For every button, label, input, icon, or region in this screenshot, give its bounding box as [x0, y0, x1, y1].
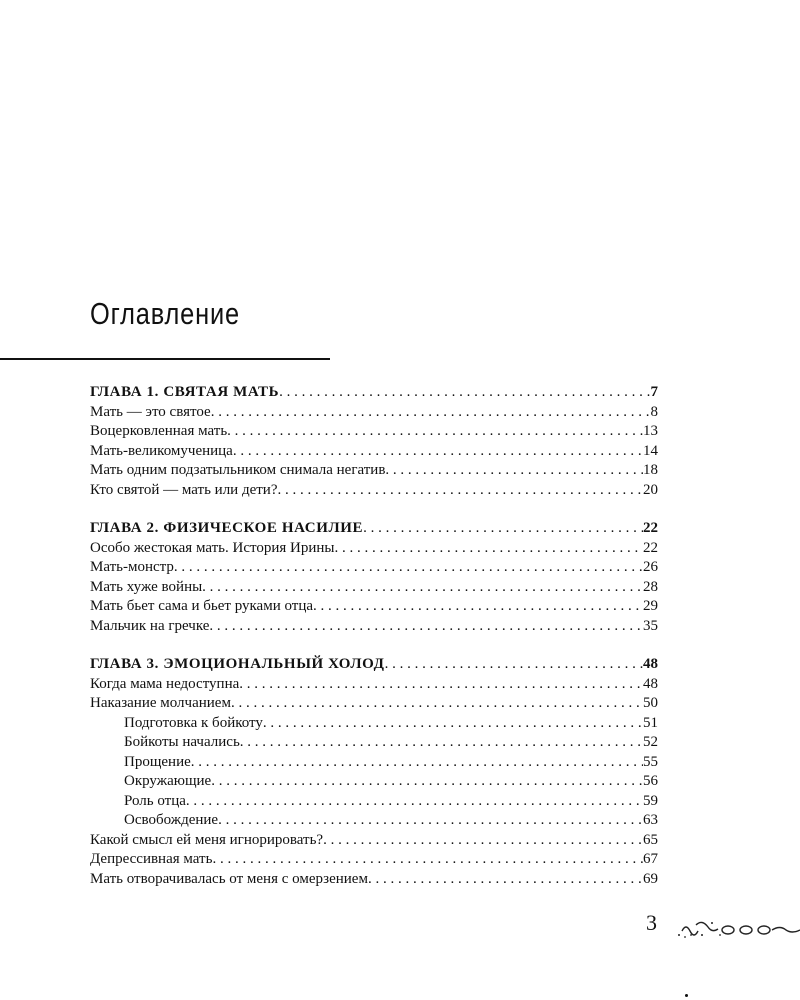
toc-entry-label: Подготовка к бойкоту — [124, 714, 263, 731]
toc-entry-label: Депрессивная мать — [90, 851, 213, 867]
toc-entry — [90, 597, 658, 617]
toc-entry-label: Мать-монстр — [90, 559, 174, 575]
toc-entry-page: 67 — [643, 851, 658, 867]
dot-leader — [385, 655, 643, 675]
toc-entry-label: Окружающие — [124, 773, 212, 789]
dot-leader — [202, 578, 643, 598]
dot-leader — [263, 714, 643, 734]
toc-entry-label: Мальчик на гречке — [90, 617, 210, 634]
toc-entry-label: Мать отворачивалась от меня с омерзением — [90, 870, 368, 887]
dot-leader — [218, 811, 643, 831]
dot-leader — [385, 461, 643, 481]
toc-entry — [90, 461, 658, 481]
toc-entry-label: ГЛАВА 1. СВЯТАЯ МАТЬ — [90, 384, 280, 400]
dot-leader — [368, 870, 643, 890]
toc-entry-page: 26 — [643, 559, 658, 575]
toc-entry — [90, 442, 658, 462]
toc-entry-label: Мать одним подзатыльником снимала негатив — [90, 462, 386, 478]
section-gap — [90, 500, 658, 519]
toc-entry — [90, 617, 658, 637]
dot-leader — [186, 792, 643, 812]
dot-leader — [240, 733, 643, 753]
toc-entry-label: Освобождение — [124, 812, 219, 828]
toc-entry-page: 13 — [643, 423, 658, 439]
dot-leader — [335, 539, 644, 559]
toc-entry-label: Какой смысл ей меня игнорировать? — [90, 831, 324, 848]
toc-entry-label: Роль отца — [124, 792, 186, 809]
toc-entry-label: Когда мама недоступна — [90, 675, 240, 692]
toc-entry-page: 18 — [643, 462, 658, 478]
toc-entry-page: 52 — [643, 734, 658, 750]
toc-entry-label: Мать — это святое — [90, 403, 211, 420]
toc-entry — [90, 850, 658, 870]
toc-entry-label: Мать хуже войны — [90, 578, 203, 595]
dot-leader — [231, 694, 643, 714]
toc-entry-page: 8 — [650, 403, 658, 420]
decorative-swirl-icon — [676, 915, 800, 941]
toc-entry-page: 63 — [643, 812, 658, 828]
toc-entry-label: Особо жестокая мать. История Ирины — [90, 539, 335, 556]
toc-entry-label: ГЛАВА 3. ЭМОЦИОНАЛЬНЫЙ ХОЛОД — [90, 656, 385, 672]
toc-entry-page: 65 — [643, 831, 658, 848]
dot-leader — [233, 442, 643, 462]
toc-entry-label: Прощение — [124, 753, 191, 770]
toc-entry — [90, 870, 658, 890]
toc-entry-page: 51 — [643, 714, 658, 731]
toc-subsection-entry — [90, 772, 658, 792]
toc-subsection-entry — [90, 714, 658, 734]
toc-entry — [90, 675, 658, 695]
dot-leader — [211, 772, 643, 792]
toc-entry-page: 35 — [643, 617, 658, 634]
dot-leader — [227, 422, 643, 442]
dot-leader — [313, 597, 643, 617]
toc-entry — [90, 422, 658, 442]
toc-entry-page: 20 — [643, 481, 658, 498]
toc-entry — [90, 694, 658, 714]
toc-entry-page: 14 — [643, 442, 658, 459]
toc-entry-page: 48 — [643, 675, 658, 692]
toc-subsection-entry — [90, 811, 658, 831]
toc-entry-page: 22 — [643, 539, 658, 556]
toc-entry — [90, 481, 658, 501]
toc-entry-label: Воцерковленная мать — [90, 423, 228, 439]
toc-entry-label: Мать бьет сама и бьет руками отца — [90, 598, 314, 614]
dot-leader — [363, 519, 643, 539]
toc-entry — [90, 403, 658, 423]
toc-entry-page: 7 — [650, 384, 658, 400]
toc-chapter-entry — [90, 655, 658, 675]
toc-entry-page: 28 — [643, 578, 658, 595]
dot-leader — [191, 753, 643, 773]
toc-entry-page: 55 — [643, 753, 658, 770]
dot-leader — [239, 675, 643, 695]
dot-leader — [279, 383, 650, 403]
table-of-contents — [90, 383, 658, 889]
toc-entry-page: 48 — [643, 656, 658, 672]
toc-entry-label: Наказание молчанием — [90, 695, 231, 711]
toc-entry-label: Бойкоты начались — [124, 734, 240, 750]
toc-subsection-entry — [90, 792, 658, 812]
page-number: 3 — [646, 910, 657, 935]
dot-leader — [211, 403, 651, 423]
toc-entry — [90, 539, 658, 559]
toc-entry — [90, 558, 658, 578]
toc-chapter-entry — [90, 383, 658, 403]
toc-subsection-entry — [90, 733, 658, 753]
page-mark — [685, 994, 688, 997]
toc-entry — [90, 831, 658, 851]
title-underline — [0, 358, 330, 360]
dot-leader — [174, 558, 643, 578]
toc-entry-page: 29 — [643, 598, 658, 614]
toc-entry — [90, 578, 658, 598]
toc-entry-page: 56 — [643, 773, 658, 789]
dot-leader — [212, 850, 643, 870]
toc-entry-page: 59 — [643, 792, 658, 809]
toc-entry-label: Мать-великомученица — [90, 442, 233, 459]
section-gap — [90, 636, 658, 655]
dot-leader — [278, 481, 644, 501]
toc-entry-label: Кто святой — мать или дети? — [90, 481, 278, 498]
dot-leader — [209, 617, 643, 637]
toc-entry-page: 50 — [643, 695, 658, 711]
dot-leader — [323, 831, 643, 851]
toc-entry-page: 69 — [643, 870, 658, 887]
toc-subsection-entry — [90, 753, 658, 773]
toc-entry-page: 22 — [643, 520, 658, 536]
toc-entry-label: ГЛАВА 2. ФИЗИЧЕСКОЕ НАСИЛИЕ — [90, 520, 364, 536]
toc-chapter-entry — [90, 519, 658, 539]
page-title: Оглавление — [90, 296, 240, 331]
